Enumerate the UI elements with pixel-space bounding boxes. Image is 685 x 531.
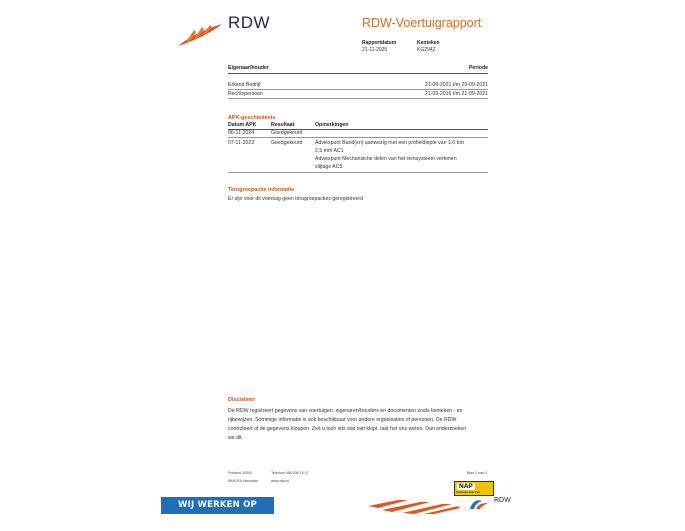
row-divider [228,98,488,99]
apk-result-header: Resultaat [271,122,295,128]
nap-subtitle: Nationale Auto Pas [456,490,480,494]
recall-section-title: Terugroepactie informatie [228,187,295,193]
apk-section-title: APK-geschiedenis [228,115,276,121]
owner-row-2-name: Rechtspersoon [228,91,263,97]
row-divider [228,137,488,138]
appointment-banner: WIJ WERKEN OP AFSPRAAK [161,497,274,514]
recall-text: Er zijn voor dit voertuig geen terugroepacties geregistreerd [228,196,363,202]
apk-date-header: Datum APK [228,122,257,128]
brand-name: RDW [228,13,271,32]
footer-page-number: Blad 2 van 3 [467,471,487,475]
apk-row-2-remark-4: slijtage AC5 [315,164,343,170]
owners-divider [228,73,488,74]
disclaimer-line-2: rijbewijzen. Sommige informatie is ook beschikbaar voor andere organisaties of personen. De RDW [228,417,457,423]
apk-remarks-header: Opmerkingen [315,122,349,128]
apk-row-2-remark-3: Adviespunt Mechanische delen van het remsysteem vertonen [315,156,457,162]
rdw-feather-icon [176,20,224,48]
report-date-value: 21-11-2025 [362,47,388,53]
footer-address: 9640 RA Veendam [228,479,258,483]
owner-row-2-period: 21-09-2016 t/m 21-09-2021 [424,91,488,97]
plate-value: KG294Z [417,47,436,53]
nap-logo [454,481,494,496]
footer-phone: Telefoon 088 008 74 47 [271,471,309,475]
owner-column-header: Eigenaar/houder [228,65,269,71]
apk-row-2-remark-2: 2,5 mm AC1 [315,148,344,154]
apk-row-1-date: 06-11-2024 [228,130,255,136]
plate-label: Kenteken [417,40,440,46]
row-divider [228,89,488,90]
owner-row-1-name: Erkend Bedrijf [228,82,261,88]
apk-row-2-remark-1: Adviespunt Band(en) aanwezig met een profieldiepte van 1,6 t/m [315,140,464,146]
report-date-label: Rapportdatum [362,40,397,46]
disclaimer-line-4: we dit. [228,435,243,441]
nap-label: NAP [459,483,473,490]
apk-divider [228,129,488,130]
apk-row-1-result: Goedgekeurd [271,130,303,136]
footer-brand-name: RDW [494,497,511,504]
rdw-stripes-icon [368,496,460,514]
apk-row-2-date: 07-11-2023 [228,140,255,146]
document-title: RDW-Voertuigrapport [362,16,482,30]
period-column-header: Periode [468,65,488,71]
disclaimer-line-3: controleert of de gegevens kloppen. Ziet u toch iets wat niet klopt, laat het ons weten. Dan onderzoeken [228,426,467,432]
row-divider [228,172,488,173]
apk-row-2-result: Goedgekeurd [271,140,303,146]
owner-row-1-period: 21-09-2021 t/m 29-09-2021 [424,82,488,88]
footer-postbus: Postbus 30000 [228,471,252,475]
country-logo-icon [468,497,490,511]
disclaimer-line-1: De RDW registreert gegevens van voertuigen, eigenaren/houders en documenten zoals kenteken - en [228,408,463,414]
disclaimer-title: Disclaimer [228,397,256,403]
footer-website[interactable]: www.rdw.nl [271,479,289,483]
